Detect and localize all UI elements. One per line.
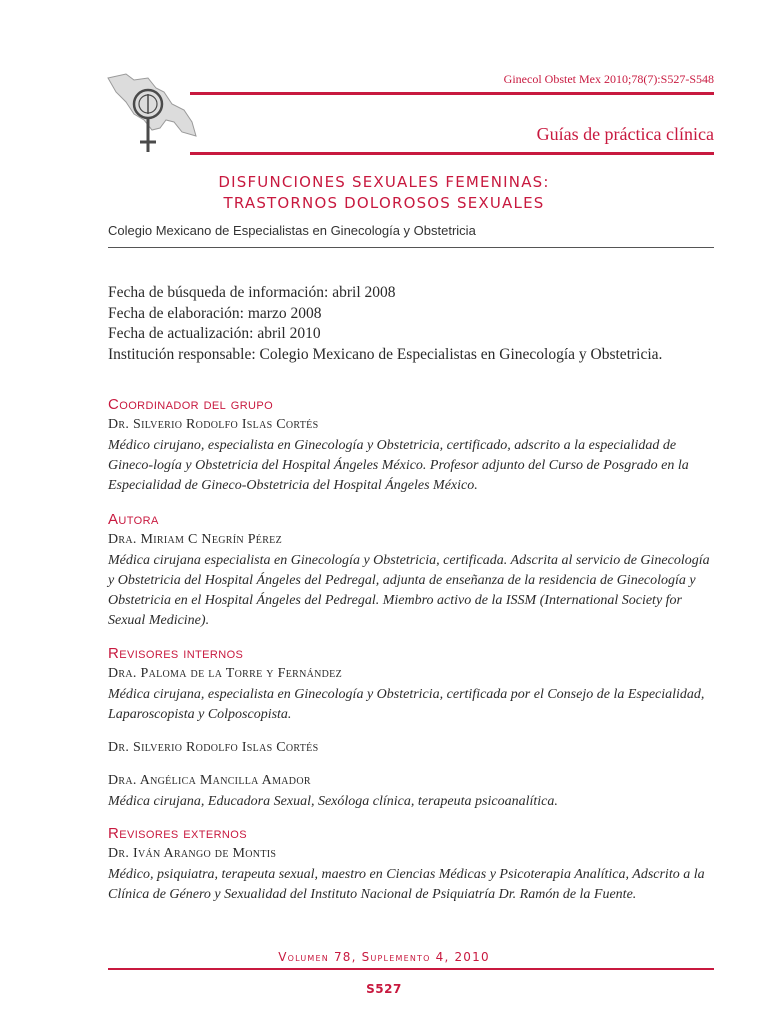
internal-reviewer-1-name: Dra. Paloma de la Torre y Fernández — [108, 666, 342, 681]
elaboration-date: Fecha de elaboración: marzo 2008 — [108, 304, 322, 322]
college-logo-icon — [104, 70, 200, 156]
divider — [108, 247, 714, 248]
update-date: Fecha de actualización: abril 2010 — [108, 325, 321, 342]
dates-block — [108, 283, 662, 365]
internal-reviewer-3-name: Dra. Angélica Mancilla Amador — [108, 773, 311, 788]
internal-reviewer-2-name: Dr. Silverio Rodolfo Islas Cortés — [108, 740, 319, 755]
search-date: Fecha de búsqueda de información: abril 2008 — [108, 284, 396, 301]
coordinator-heading: Coordinador del grupo — [108, 396, 274, 413]
section-label: Guías de práctica clínica — [536, 124, 714, 144]
internal-reviewer-3-description: Médica cirujana, Educadora Sexual, Sexóloga clínica, terapeuta psicoanalítica. — [108, 794, 558, 809]
journal-reference: Ginecol Obstet Mex 2010;78(7):S527-S548 — [503, 72, 714, 86]
coordinator-description: Médico cirujano, especialista en Ginecología y Obstetricia, certificado, adscrito a la especialidad de Gineco-logía y Obstetricia del Hospital Ángeles México. Profesor adjunto del Curso de Posgrado en la Especialidad de Gineco-Obstetricia del Hospital Ángeles México. — [108, 438, 689, 493]
external-reviewers-heading: Revisores externos — [108, 825, 247, 842]
external-reviewer-name: Dr. Iván Arango de Montis — [108, 846, 277, 861]
page-number: S527 — [366, 982, 402, 996]
internal-reviewer-1-description: Médica cirujana, especialista en Ginecología y Obstetricia, certificada por el Consejo de la Especialidad, Laparoscopista y Colposcopista. — [108, 687, 705, 722]
external-reviewer-description: Médico, psiquiatra, terapeuta sexual, maestro en Ciencias Médicas y Psicoterapia Analítica, Adscrito a la Clínica de Género y Sexualidad del Instituto Nacional de Psiquiatría Dr. Ramón de la Fuente. — [108, 867, 705, 902]
author-heading: Autora — [108, 511, 159, 528]
internal-reviewers-heading: Revisores internos — [108, 645, 244, 662]
author-description: Médica cirujana especialista en Ginecología y Obstetricia, certificada. Adscrita al servicio de Ginecología y Obstetricia del Hospital Ángeles del Pedregal, adjunta de enseñanza de la residencia de Ginecología y Obstetricia en el Hospital Ángeles del Pedregal. Miembro activo de la ISSM (International Society for Sexual Medicine). — [108, 553, 710, 628]
college-name: Colegio Mexicano de Especialistas en Ginecología y Obstetricia — [108, 223, 476, 238]
coordinator-name: Dr. Silverio Rodolfo Islas Cortés — [108, 417, 319, 432]
institution: Institución responsable: Colegio Mexicano de Especialistas en Ginecología y Obstetricia. — [108, 345, 663, 363]
footer-volume: Volumen 78, Suplemento 4, 2010 — [278, 950, 490, 964]
author-name: Dra. Miriam C Negrín Pérez — [108, 532, 282, 547]
header-rule-top — [190, 92, 714, 95]
footer-rule — [108, 968, 714, 970]
document-title-line2: TRASTORNOS DOLOROSOS SEXUALES — [223, 194, 545, 212]
document-title-line1: DISFUNCIONES SEXUALES FEMENINAS: — [218, 173, 550, 191]
header-rule-bottom — [190, 152, 714, 155]
